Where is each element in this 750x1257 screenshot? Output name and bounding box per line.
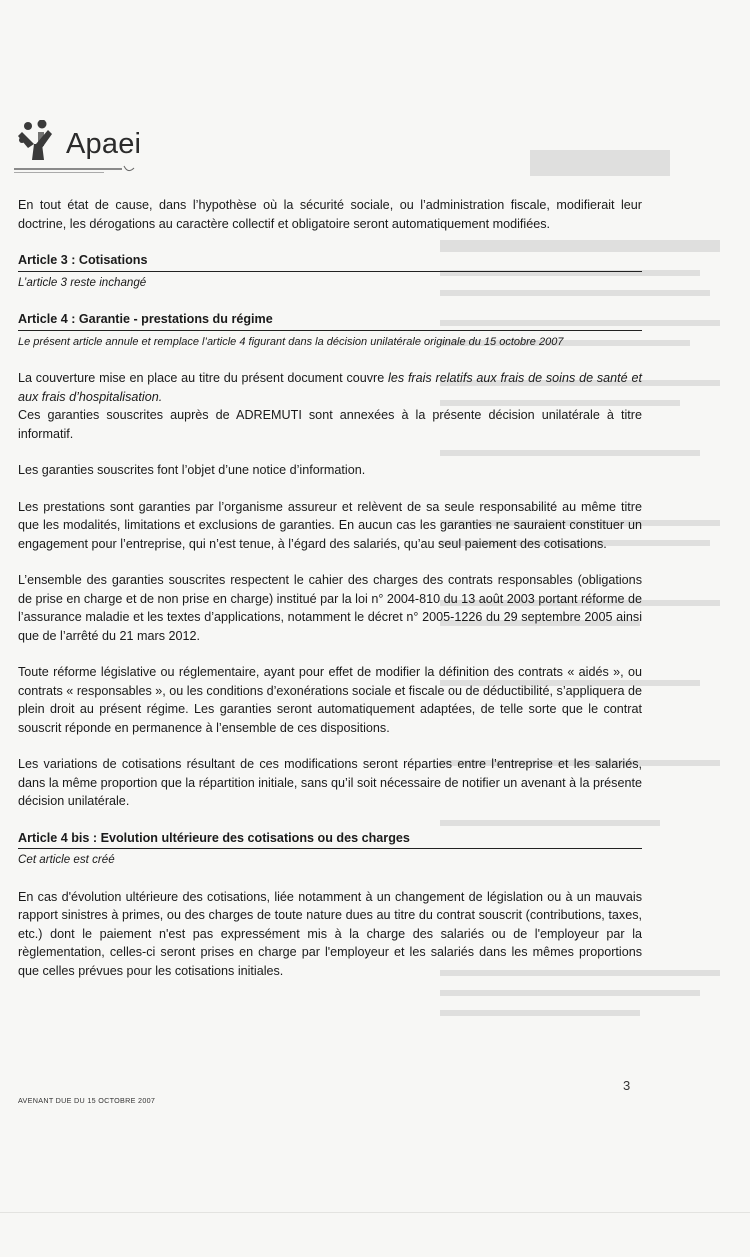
logo-name: Apaei bbox=[66, 128, 142, 160]
article-4-paragraph-5: Toute réforme législative ou réglementaire, ayant pour effet de modifier la définition des contrats « aidés », ou contrats « responsables », ou les conditions d’exonérations sociale et fiscale ou de déductibilité, s’appliquera de plein droit au présent régime. Les garanties seront automatiquement adaptées, de telle sorte que le contrat souscrit réponde en permanence à l’ensemble de ces dispositions. bbox=[18, 665, 642, 735]
article-3-subtitle: L’article 3 reste inchangé bbox=[18, 275, 147, 289]
apaei-figures-icon bbox=[14, 120, 64, 162]
article-4-paragraph-1-continuation: Ces garanties souscrites auprès de ADREMUTI sont annexées à la présente décision unilatérale à titre informatif. bbox=[18, 408, 642, 441]
article-4-paragraph-1 bbox=[18, 369, 642, 443]
page-number: 3 bbox=[623, 1078, 631, 1093]
article-4-paragraph-2: Les garanties souscrites font l’objet d’une notice d’information. bbox=[18, 463, 366, 477]
article-4-paragraph-1-text: La couverture mise en place au titre du présent document couvre bbox=[18, 371, 389, 385]
document-body bbox=[18, 196, 642, 980]
article-4-paragraph-4: L’ensemble des garanties souscrites respectent le cahier des charges des contrats responsables (obligations de prise en charge et de non prise en charge) institué par la loi n° 2004-810 du 13 août 2003 portant réforme de l’assurance maladie et les textes d’applications, notamment le décret n° 2005-1226 du 29 septembre 2005 ainsi que de l’arrêté du 21 mars 2012. bbox=[18, 573, 642, 643]
logo-tagline-mark bbox=[14, 164, 154, 176]
article-4bis-subtitle: Cet article est créé bbox=[18, 853, 115, 866]
footer-document-label: AVENANT DUE DU 15 OCTOBRE 2007 bbox=[18, 1096, 156, 1105]
article-4bis-heading: Article 4 bis : Evolution ultérieure des cotisations ou des charges bbox=[18, 829, 642, 850]
article-4-heading: Article 4 : Garantie - prestations du régime bbox=[18, 310, 642, 331]
article-3-heading: Article 3 : Cotisations bbox=[18, 251, 642, 272]
article-4bis-paragraph-1: En cas d'évolution ultérieure des cotisations, liée notamment à un changement de législation ou à un mauvais rapport sinistres à primes, ou des charges de toute nature dues au titre du contrat souscrit (contributions, taxes, etc.) dont le paiement n'est pas expressément mis à la charge des salariés ou de l'employeur par la règlementation, celles-ci seront prises en charge par l'employeur et les salariés dans les mêmes proportions que celles prévues pour les cotisations initiales. bbox=[18, 889, 642, 978]
article-4-paragraph-6: Les variations de cotisations résultant de ces modifications seront réparties entre l’entreprise et les salariés, dans la même proportion que la répartition initiale, sans qu’il soit nécessaire de notifier un avenant à la présente décision unilatérale. bbox=[18, 757, 642, 808]
apaei-logo bbox=[12, 118, 162, 180]
article-4-paragraph-3: Les prestations sont garanties par l’organisme assureur et relèvent de sa seule responsabilité au même titre que les modalités, limitations et exclusions de garanties. En aucun cas les garanties ne sauraient constituer un engagement pour l’entreprise, qui n’est tenue, à l’égard des salariés, qu’au seul paiement des cotisations. bbox=[18, 499, 642, 551]
scan-edge-line bbox=[0, 1212, 750, 1213]
article-4-subtitle: Le présent article annule et remplace l’article 4 figurant dans la décision unilatérale originale du 15 octobre 2007 bbox=[18, 335, 564, 348]
intro-paragraph: En tout état de cause, dans l’hypothèse où la sécurité sociale, ou l’administration fiscale, modifierait leur doctrine, les dérogations au caractère collectif et obligatoire seront automatiquement modifiées. bbox=[18, 198, 642, 231]
article-4-paragraph-1-emphasis: les frais relatifs aux frais de soins de santé et aux frais d’hospitalisation. bbox=[18, 371, 642, 404]
